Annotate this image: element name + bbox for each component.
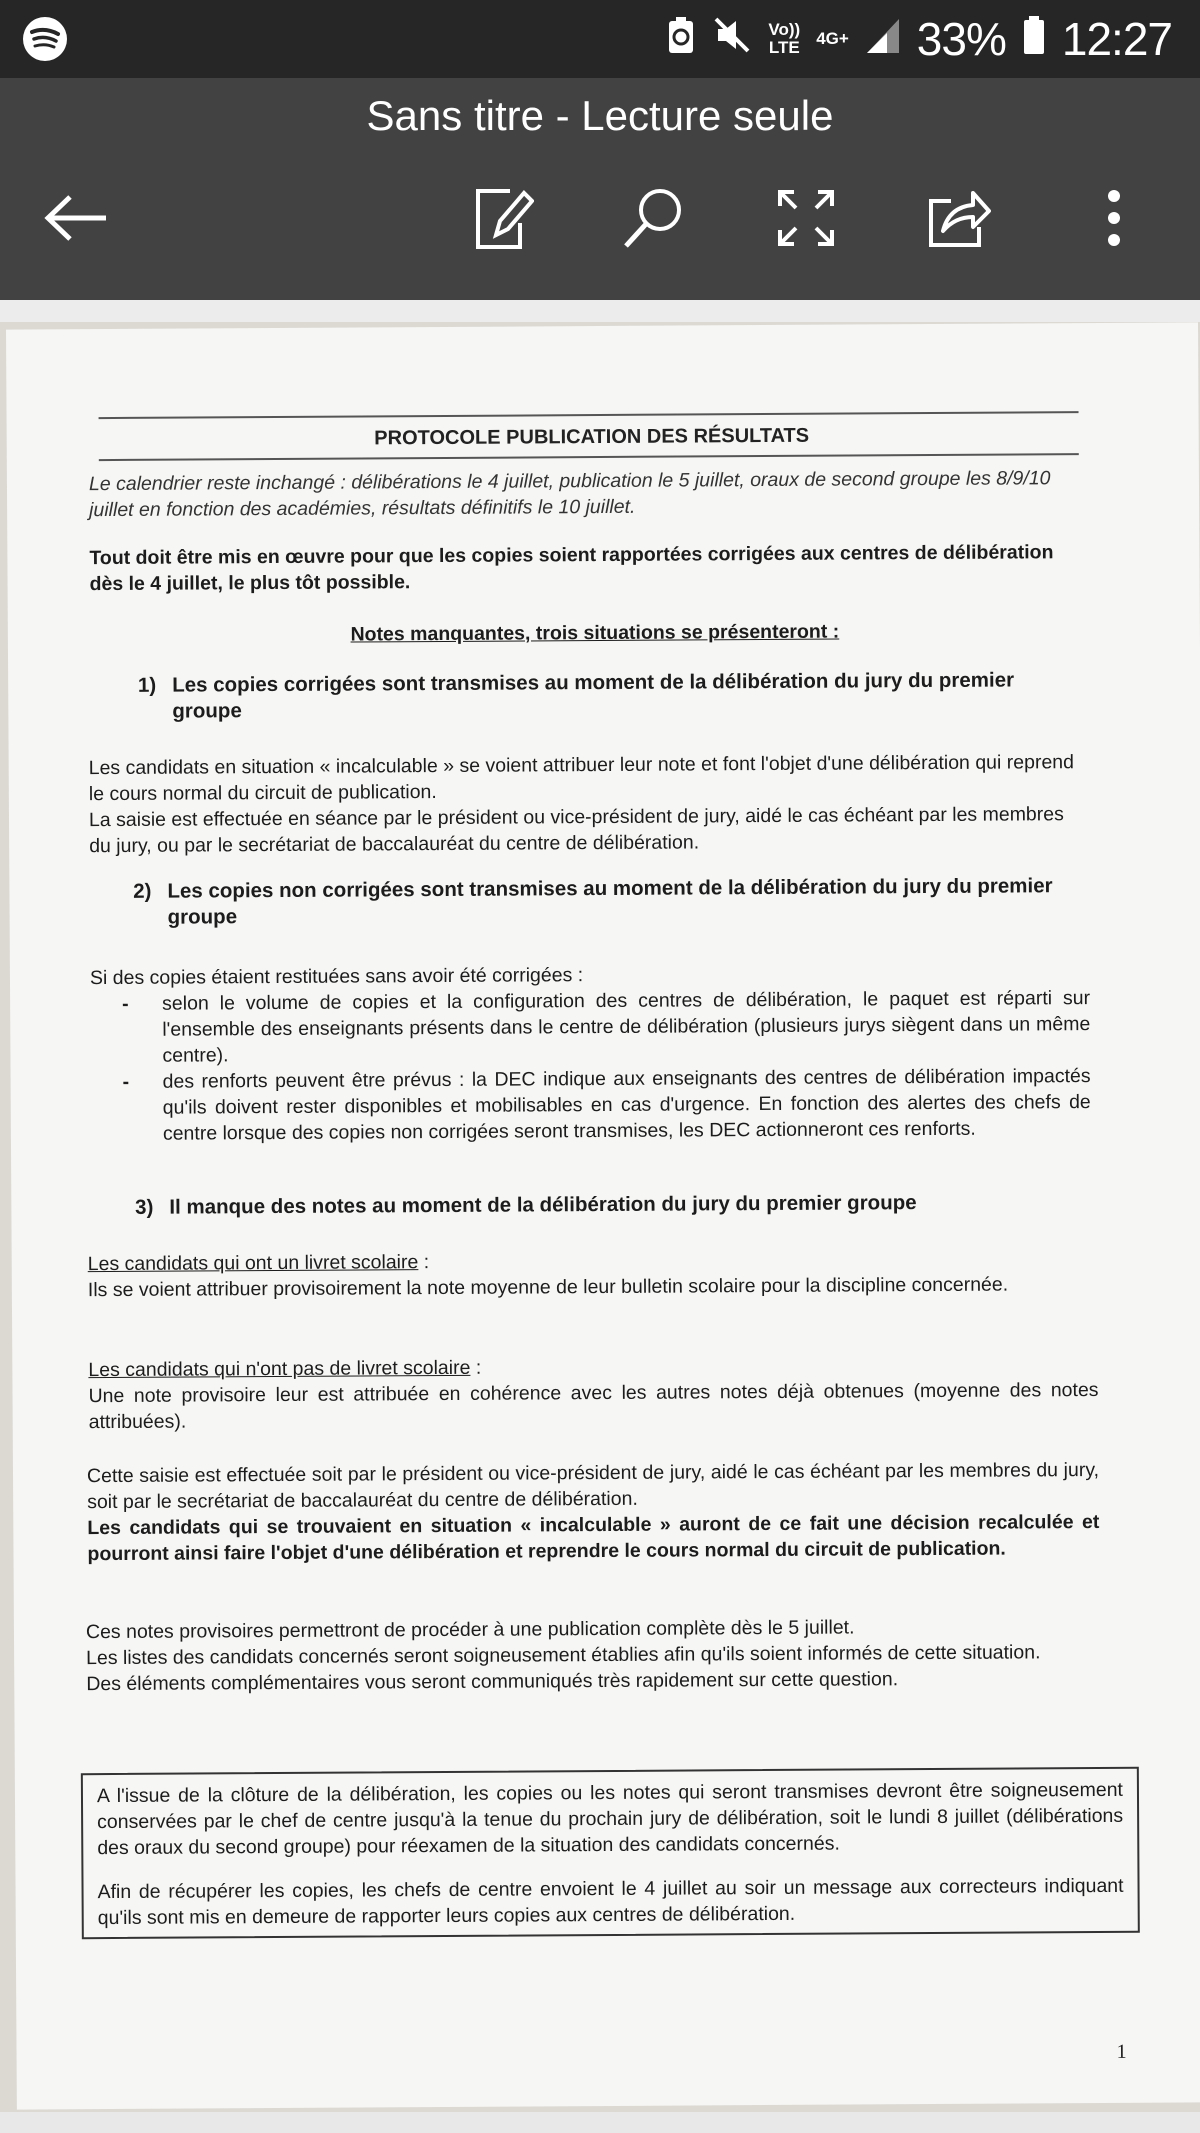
section-2-title: Les copies non corrigées sont transmises au moment de la délibération du jury du premier groupe xyxy=(167,874,1053,929)
document-heading: PROTOCOLE PUBLICATION DES RÉSULTATS xyxy=(374,424,810,450)
share-button[interactable] xyxy=(916,176,1000,260)
document-viewer[interactable] xyxy=(0,322,1200,2112)
clock: 12:27 xyxy=(1061,13,1172,65)
search-button[interactable] xyxy=(612,176,696,260)
section-1-paragraph-2: La saisie est effectuée en séance par le président ou vice-président de jury, aidé le cas échéant par les membres du jury, ou par le secrétariat de baccalauréat du centre de délibération. xyxy=(88,803,1064,858)
section-3-heading xyxy=(123,1189,1063,1221)
section-3-number: 3) xyxy=(135,1195,154,1219)
lte-label: LTE xyxy=(768,38,800,57)
mute-icon xyxy=(712,12,752,66)
livret-label: Les candidats qui ont un livret scolaire xyxy=(87,1251,419,1276)
livret-text: Ils se voient attribuer provisoirement la note moyenne de leur bulletin scolaire pour la discipline concernée. xyxy=(87,1273,1009,1302)
data-saver-icon xyxy=(666,12,696,66)
fullscreen-icon xyxy=(776,188,836,248)
battery-icon xyxy=(1022,12,1046,66)
spotify-icon xyxy=(22,16,68,67)
no-livret-paragraph xyxy=(88,1351,1098,1435)
no-livret-text: Une note provisoire leur est attribuée en cohérence avec les autres notes déjà obtenues (moyenne des notes attribuées). xyxy=(88,1378,1099,1434)
document-title: Sans titre - Lecture seule xyxy=(366,92,834,139)
search-icon xyxy=(622,186,686,250)
closing-line: Ces notes provisoires permettront de procéder à une publication complète dès le 5 juillet. xyxy=(85,1616,855,1644)
viewer-bottom-edge xyxy=(0,2112,1200,2133)
back-button[interactable] xyxy=(34,176,118,260)
status-bar xyxy=(0,0,1200,78)
back-arrow-icon xyxy=(44,193,108,243)
volte-indicator xyxy=(768,21,800,57)
no-livret-label: Les candidats qui n'ont pas de livret scolaire xyxy=(88,1356,471,1382)
section-2-heading xyxy=(121,873,1061,931)
network-type: 4G+ xyxy=(816,29,849,48)
title-rule-bottom xyxy=(99,453,1079,461)
intro-paragraph: Le calendrier reste inchangé : délibérations le 4 juillet, publication le 5 juillet, oraux de second groupe les 8/9/10 juillet en fonction des académies, résultats définitifs le 10 juillet. xyxy=(88,467,1051,522)
edit-button[interactable] xyxy=(460,176,544,260)
section-subtitle: Notes manquantes, trois situations se présenteront : xyxy=(350,620,840,646)
list-item: - selon le volume de copies et la configuration des centres de délibération, le paquet est réparti sur l'ensemble des enseignants présents dans le centre de délibération (plusieurs jurys siègent dans un même centre). xyxy=(90,985,1090,1069)
section-1-title: Les copies corrigées sont transmises au moment de la délibération du jury du premier groupe xyxy=(172,668,1015,723)
incalculable-paragraph: Les candidats qui se trouvaient en situation « incalculable » auront de ce fait une décision recalculée et pourront ainsi faire l'objet d'une délibération et reprendre le cours normal du circuit de publication. xyxy=(87,1510,1100,1566)
document-page xyxy=(6,322,1200,2109)
section-2-intro: Si des copies étaient restituées sans avoir été corrigées : xyxy=(89,964,584,990)
lead-paragraph: Tout doit être mis en œuvre pour que les copies soient rapportées corrigées aux centres de délibération dès le 4 juillet, le plus tôt possible. xyxy=(89,541,1054,596)
volte-label: Vo)) xyxy=(768,20,801,39)
section-1-heading xyxy=(126,667,1066,725)
list-item: - des renforts peuvent être prévus : la DEC indique aux enseignants des centres de délibération impactés qu'ils doivent rester disponibles et mobilisables en cas d'urgence. En fonction des alertes des chefs de centre lorsque des copies non corrigées seront transmises, les DEC actionneront ces renforts. xyxy=(91,1063,1091,1147)
saisie-paragraph: Cette saisie est effectuée soit par le président ou vice-président de jury, aidé le cas échéant par les membres du jury, soit par le secrétariat de baccalauréat du centre de délibération. xyxy=(86,1458,1100,1514)
notice-paragraph-1: A l'issue de la clôture de la délibération, les copies ou les notes qui seront transmises devront être soigneusement conservées par le chef de centre jusqu'à la tenue du prochain jury de délibération, soit le lundi 8 juillet (délibérations des oraux du second groupe) pour réexamen de la situation des candidats concernés. xyxy=(96,1778,1124,1860)
livret-colon: : xyxy=(418,1251,430,1274)
more-options-button[interactable] xyxy=(1072,176,1156,260)
section-1-paragraph-1: Les candidats en situation « incalculable » se voient attribuer leur note et font l'objet d'une délibération qui reprend le cours normal du circuit de publication. xyxy=(88,751,1075,806)
section-2-number: 2) xyxy=(133,879,152,903)
closing-line: Des éléments complémentaires vous seront communiqués très rapidement sur cette question. xyxy=(86,1668,899,1696)
closing-line: Les listes des candidats concernés seront soigneusement établies afin qu'ils soient informés de cette situation. xyxy=(86,1641,1041,1670)
share-icon xyxy=(925,187,991,249)
no-livret-colon: : xyxy=(470,1356,482,1379)
section-2-list xyxy=(90,985,1091,1147)
signal-icon xyxy=(865,12,901,66)
fullscreen-button[interactable] xyxy=(764,176,848,260)
notice-box xyxy=(81,1767,1140,1939)
page-number: 1 xyxy=(1116,2040,1127,2063)
notice-paragraph-2: Afin de récupérer les copies, les chefs de centre envoient le 4 juillet au soir un message aux correcteurs indiquant qu'ils sont mis en demeure de rapporter leurs copies aux centres de délibération. xyxy=(97,1874,1124,1930)
title-rule-top xyxy=(99,411,1079,419)
closing-paragraphs xyxy=(86,1613,1100,1697)
section-3-title: Il manque des notes au moment de la délibération du jury du premier groupe xyxy=(169,1191,917,1219)
battery-percent: 33% xyxy=(916,13,1006,65)
edit-icon xyxy=(470,185,534,251)
section-1-number: 1) xyxy=(137,673,157,697)
livret-paragraph xyxy=(88,1245,1098,1303)
app-bar xyxy=(0,78,1200,300)
more-icon xyxy=(1104,188,1124,248)
